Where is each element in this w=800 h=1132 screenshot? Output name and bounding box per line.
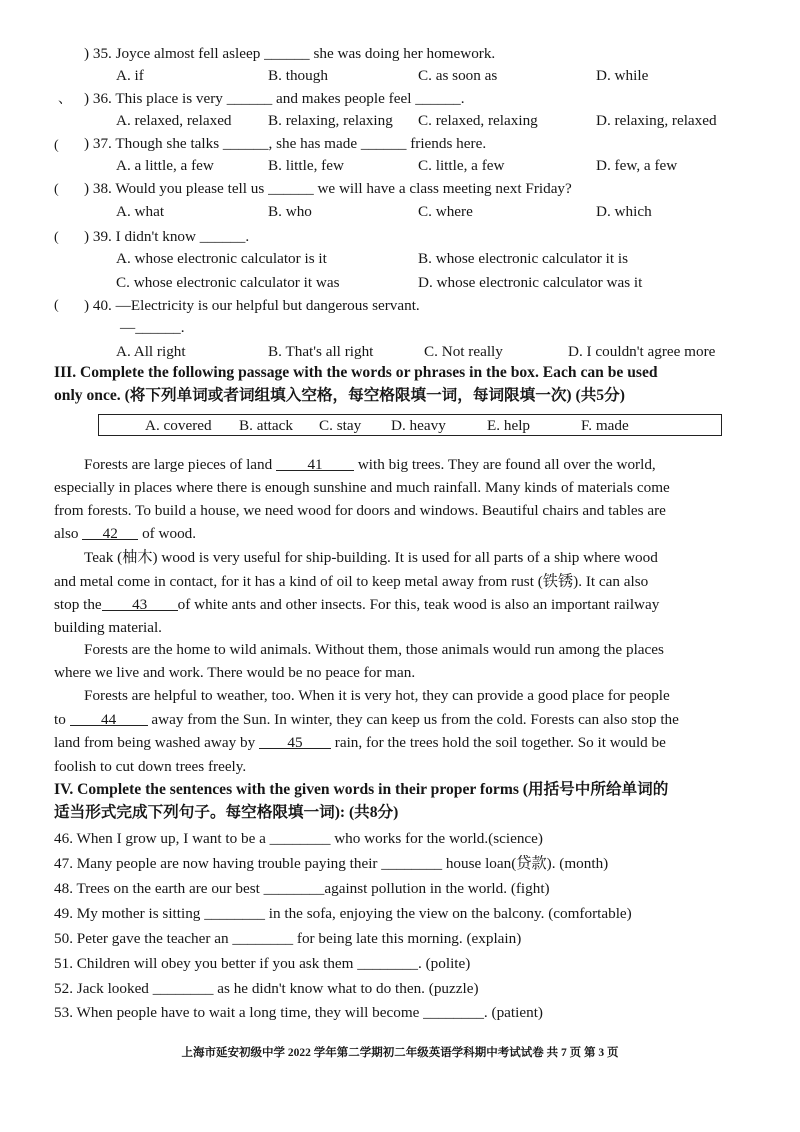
blank-44: 44 (70, 710, 148, 726)
option: C. relaxed, relaxing (418, 112, 538, 129)
passage-line: especially in places where there is enough sunshine and much rainfall. Many kinds of materials come (54, 479, 670, 496)
sentence-item-50: 50. Peter gave the teacher an ________ for being late this morning. (explain) (54, 930, 522, 947)
dialogue-reply: —______. (120, 319, 185, 336)
option: C. little, a few (418, 157, 505, 174)
passage-line: Forests are large pieces of land 41 with big trees. They are found all over the world, (84, 456, 656, 473)
section-3-heading-cont: only once. (将下列单词或者词组填入空格，每空格限填一词，每词限填一次) (共5分) (54, 387, 625, 404)
margin-mark: ( (54, 182, 59, 197)
option: A. relaxed, relaxed (116, 112, 232, 129)
blank-41: 41 (276, 455, 354, 471)
question-37-stem: ) 37. Though she talks ______, she has made ______ friends here. (84, 135, 487, 152)
option: D. relaxing, relaxed (596, 112, 717, 129)
option: B. little, few (268, 157, 344, 174)
passage-line: and metal come in contact, for it has a kind of oil to keep metal away from rust (铁锈). It can also (54, 573, 649, 590)
sentence-item-48: 48. Trees on the earth are our best ________against pollution in the world. (fight) (54, 880, 550, 897)
blank-42: 42 (82, 524, 138, 540)
word-option: C. stay (319, 417, 362, 434)
option: A. All right (116, 343, 186, 360)
blank-43: 43 (102, 595, 178, 611)
margin-mark: ( (54, 230, 59, 245)
option: B. relaxing, relaxing (268, 112, 393, 129)
word-option: D. heavy (391, 417, 446, 434)
passage-line: from forests. To build a house, we need wood for doors and windows. Beautiful chairs and tables are (54, 502, 666, 519)
option: B. who (268, 203, 312, 220)
question-36-stem: ) 36. This place is very ______ and makes people feel ______. (84, 90, 465, 107)
margin-mark: 、 (58, 92, 72, 107)
margin-mark: ( (54, 138, 59, 153)
sentence-item-51: 51. Children will obey you better if you ask them ________. (polite) (54, 955, 471, 972)
option: D. while (596, 67, 649, 84)
option: D. I couldn't agree more (568, 343, 716, 360)
page-footer: 上海市延安初级中学 2022 学年第二学期初二年级英语学科期中考试试卷 共 7 页 第 3 页 (181, 1047, 619, 1059)
question-35-stem: ) 35. Joyce almost fell asleep ______ she was doing her homework. (84, 45, 496, 62)
passage-line: where we live and work. There would be no peace for man. (54, 664, 416, 681)
sentence-item-47: 47. Many people are now having trouble paying their ________ house loan(贷款). (month) (54, 855, 609, 872)
word-box (98, 414, 722, 436)
option: A. if (116, 67, 144, 84)
option: C. as soon as (418, 67, 498, 84)
passage-line: building material. (54, 619, 162, 636)
question-39-stem: ) 39. I didn't know ______. (84, 228, 250, 245)
margin-mark: ( (54, 298, 59, 313)
option: A. what (116, 203, 165, 220)
sentence-item-52: 52. Jack looked ________ as he didn't know what to do then. (puzzle) (54, 980, 479, 997)
passage-line: Teak (柚木) wood is very useful for ship-building. It is used for all parts of a ship where wood (84, 549, 658, 566)
passage-line: Forests are helpful to weather, too. When it is very hot, they can provide a good place for people (84, 687, 670, 704)
option: A. whose electronic calculator is it (116, 250, 327, 267)
passage-line: stop the 43 of white ants and other insects. For this, teak wood is also an important railway (54, 596, 660, 613)
word-option: F. made (581, 417, 629, 434)
passage-line: Forests are the home to wild animals. Without them, those animals would run among the places (84, 641, 664, 658)
question-38-stem: ) 38. Would you please tell us ______ we will have a class meeting next Friday? (84, 180, 572, 197)
option: B. whose electronic calculator it is (418, 250, 629, 267)
option: D. whose electronic calculator was it (418, 274, 643, 291)
option: D. which (596, 203, 652, 220)
option: B. That's all right (268, 343, 374, 360)
word-option: A. covered (145, 417, 212, 434)
option: C. whose electronic calculator it was (116, 274, 340, 291)
option: C. Not really (424, 343, 503, 360)
passage-line: foolish to cut down trees freely. (54, 758, 247, 775)
sentence-item-49: 49. My mother is sitting ________ in the sofa, enjoying the view on the balcony. (comfortable) (54, 905, 632, 922)
option: D. few, a few (596, 157, 678, 174)
option: A. a little, a few (116, 157, 214, 174)
passage-line: land from being washed away by 45 rain, for the trees hold the soil together. So it would be (54, 734, 666, 751)
section-4-heading-cont: 适当形式完成下列句子。每空格限填一词): (共8分) (54, 804, 399, 821)
sentence-item-53: 53. When people have to wait a long time, they will become ________. (patient) (54, 1004, 543, 1021)
option: B. though (268, 67, 328, 84)
passage-line: to 44 away from the Sun. In winter, they can keep us from the cold. Forests can also stop the (54, 711, 679, 728)
option: C. where (418, 203, 473, 220)
section-3-heading: III. Complete the following passage with the words or phrases in the box. Each can be used (54, 364, 658, 381)
section-4-heading: IV. Complete the sentences with the given words in their proper forms (用括号中所给单词的 (54, 781, 669, 798)
word-option: E. help (487, 417, 531, 434)
word-option: B. attack (239, 417, 293, 434)
sentence-item-46: 46. When I grow up, I want to be a ________ who works for the world.(science) (54, 830, 543, 847)
blank-45: 45 (259, 733, 331, 749)
passage-line: also 42 of wood. (54, 525, 197, 542)
question-40-stem: ) 40. —Electricity is our helpful but dangerous servant. (84, 297, 420, 314)
